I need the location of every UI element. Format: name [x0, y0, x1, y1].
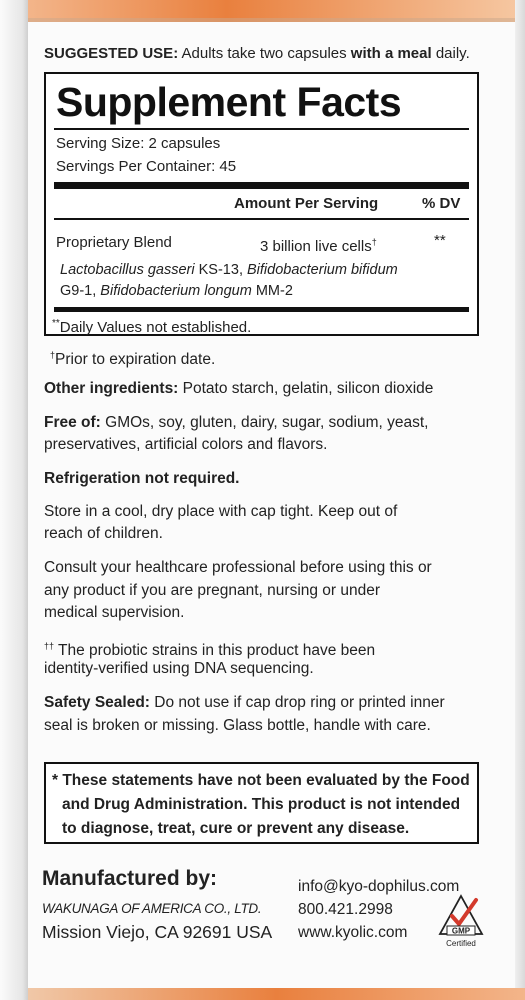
- probiotic-text-1: The probiotic strains in this product have been: [58, 642, 376, 660]
- strain-list-line-2: [60, 281, 293, 302]
- fda-disclaimer-box: [44, 762, 479, 844]
- free-of-line-1: [44, 412, 429, 433]
- blend-name: Proprietary Blend: [56, 234, 172, 251]
- free-of-label: Free of:: [44, 414, 101, 431]
- contact-phone[interactable]: 800.421.2998: [298, 901, 393, 918]
- manufactured-by-heading: Manufactured by:: [42, 867, 218, 890]
- refrigeration: Refrigeration not required.: [44, 470, 240, 487]
- manufacturer-company: WAKUNAGA OF AMERICA CO., LTD.: [42, 901, 262, 916]
- strain-gasseri-code: KS-13,: [194, 262, 247, 278]
- suggested-use-text-end: daily.: [435, 45, 470, 62]
- other-ingredients-label: Other ingredients:: [44, 380, 179, 397]
- contact-email[interactable]: info@kyo-dophilus.com: [298, 878, 460, 895]
- strain-longum-code: MM-2: [251, 283, 293, 299]
- blend-amount: [260, 232, 377, 257]
- fda-line-3: to diagnose, treat, cure or prevent any disease.: [62, 820, 410, 837]
- footnote-text: Daily Values not established.: [59, 319, 252, 336]
- serving-size: Serving Size: 2 capsules: [56, 135, 221, 152]
- other-ingredients: [44, 378, 433, 399]
- gmp-certified-badge: [436, 894, 486, 954]
- facts-thick-rule: [54, 182, 469, 189]
- consult-line-3: medical supervision.: [44, 604, 185, 621]
- suggested-use-bold: with a meal: [350, 45, 432, 62]
- safety-line-1: [44, 692, 445, 713]
- blend-amount-mark: †: [371, 237, 377, 247]
- free-of-line-2: preservatives, artificial colors and flavors.: [44, 436, 328, 453]
- probiotic-line-2: identity-verified using DNA sequencing.: [44, 660, 314, 677]
- suggested-use: [44, 43, 470, 64]
- package-left-edge: [0, 0, 28, 1000]
- package-top-edge: [28, 0, 525, 22]
- package-bottom-edge: [28, 988, 525, 1000]
- col-amount-per-serving: Amount Per Serving: [234, 195, 379, 212]
- facts-header-rule: [54, 218, 469, 220]
- store-line-2: reach of children.: [44, 525, 163, 542]
- suggested-use-label: SUGGESTED USE:: [44, 45, 179, 62]
- facts-title: Supplement Facts: [56, 79, 402, 125]
- consult-line-2: any product if you are pregnant, nursing or under: [44, 582, 381, 599]
- contact-web[interactable]: www.kyolic.com: [298, 924, 408, 941]
- safety-text-1: Do not use if cap drop ring or printed inner: [154, 694, 445, 711]
- expiration-text: Prior to expiration date.: [55, 351, 216, 369]
- free-of-text-1: GMOs, soy, gluten, dairy, sugar, sodium, yeast,: [105, 414, 429, 431]
- supplement-facts-panel: [44, 72, 479, 336]
- gmp-certified-text: Certified: [446, 939, 476, 948]
- fda-line-2: and Drug Administration. This product is not intended: [62, 796, 461, 813]
- footnote-mark: **: [52, 318, 60, 329]
- expiration-mark: †: [50, 350, 56, 360]
- blend-dv: **: [434, 232, 446, 249]
- gmp-logo-text: GMP: [451, 926, 471, 936]
- fda-line-1: * These statements have not been evaluated by the Food: [52, 772, 470, 789]
- daily-values-footnote: [52, 313, 251, 338]
- safety-label: Safety Sealed:: [44, 694, 150, 711]
- manufacturer-city: Mission Viejo, CA 92691 USA: [42, 922, 273, 942]
- servings-per-container: Servings Per Container: 45: [56, 158, 237, 175]
- strain-list-line-1: [60, 260, 398, 281]
- suggested-use-text: Adults take two capsules: [181, 45, 347, 62]
- probiotic-mark: ††: [44, 641, 55, 651]
- facts-rule: [54, 128, 469, 130]
- store-line-1: Store in a cool, dry place with cap tight. Keep out of: [44, 503, 398, 520]
- facts-bottom-rule: [54, 307, 469, 312]
- blend-amount-value: 3 billion live cells: [260, 238, 372, 255]
- strain-bifidum: Bifidobacterium bifidum: [247, 262, 398, 278]
- gmp-logo-icon: [436, 894, 486, 954]
- consult-line-1: Consult your healthcare professional before using this or: [44, 559, 432, 576]
- other-ingredients-text: Potato starch, gelatin, silicon dioxide: [182, 380, 434, 397]
- strain-bifidum-code: G9-1,: [60, 283, 101, 299]
- expiration-note: [50, 345, 215, 370]
- package-right-edge: [515, 0, 525, 1000]
- strain-gasseri: Lactobacillus gasseri: [60, 262, 195, 278]
- col-dv: % DV: [422, 195, 461, 212]
- safety-line-2: seal is broken or missing. Glass bottle, handle with care.: [44, 717, 431, 734]
- strain-longum: Bifidobacterium longum: [100, 283, 252, 299]
